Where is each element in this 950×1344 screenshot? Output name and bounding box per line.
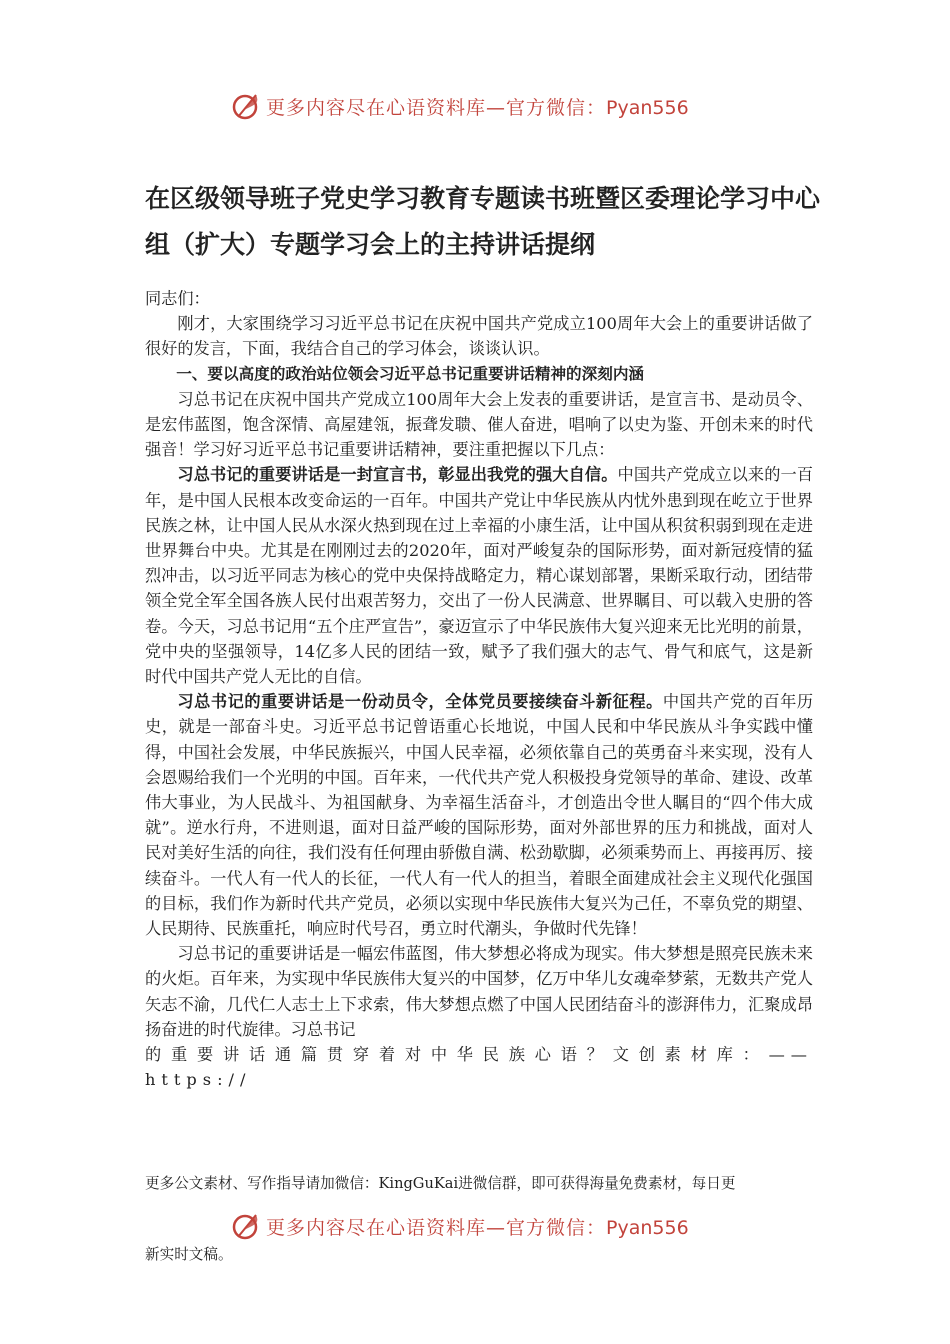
paragraph-4: 习总书记的重要讲话是一幅宏伟蓝图，伟大梦想必将成为现实。伟大梦想是照亮民族未来的火炬。百年来，为实现中华民族伟大复兴的中国梦，亿万中华儿女魂牵梦萦，无数共产党人矢志不渝，几代仁人志士上下求索，伟大梦想点燃了中国人民团结奋斗的澎湃伟力，汇聚成昂扬奋进的时代旋律。习总书记 [145, 944, 813, 1039]
quill-logo-icon [230, 90, 262, 122]
paragraph-3 [145, 689, 813, 941]
paragraph-1: 习总书记在庆祝中国共产党成立100周年大会上发表的重要讲话，是宣言书、是动员令、是宏伟蓝图，饱含深情、高屋建瓴，振聋发聩、催人奋进，唱响了以史为鉴、开创未来的时代强音！学习好习近平总书记重要讲话精神，要注重把握以下几点： [145, 389, 813, 460]
section-heading: 一、要以高度的政治站位领会习近平总书记重要讲话精神的深刻内涵 [176, 364, 645, 383]
footer-note-end: 新实时文稿。 [145, 1246, 233, 1263]
banner-wechat-id: Pyan556 [606, 1216, 689, 1239]
footer-banner [230, 1209, 750, 1243]
banner-wechat-id: Pyan556 [606, 96, 689, 119]
paragraph-2 [145, 462, 813, 689]
banner-text [266, 93, 689, 120]
header-banner [230, 89, 750, 123]
paragraph-2-lead: 习总书记的重要讲话是一封宣言书，彰显出我党的强大自信。 [177, 465, 618, 485]
quill-logo-icon [230, 1210, 262, 1242]
footer-note: 更多公文素材、写作指导请加微信：KingGuKai进微信群，即可获得海量免费素材，每日更 [145, 1175, 736, 1192]
document-body [145, 286, 813, 1093]
greeting: 同志们： [145, 289, 210, 308]
paragraph-4-tail: 的重要讲话通篇贯穿着对中华民族心语？文创素材库：——https:// [145, 1045, 813, 1090]
paragraph-2-text: 中国共产党成立以来的一百年，是中国人民根本改变命运的一百年。中国共产党让中华民族从内忧外患到现在屹立于世界民族之林，让中国人民从水深火热到现在过上幸福的小康生活，让中国从积贫积弱到现在走进世界舞台中央。尤其是在刚刚过去的2020年，面对严峻复杂的国际形势，面对新冠疫情的猛烈冲击，以习近平同志为核心的党中央保持战略定力，精心谋划部署，果断采取行动，团结带领全党全军全国各族人民付出艰苦努力，交出了一份人民满意、世界瞩目、可以载入史册的答卷。今天，习总书记用“五个庄严宣告”，豪迈宣示了中华民族伟大复兴迎来无比光明的前景，党中央的坚强领导，14亿多人民的团结一致，赋予了我们强大的志气、骨气和底气，这是新时代中国共产党人无比的自信。 [145, 465, 814, 687]
banner-slogan: 更多内容尽在心语资料库—官方微信： [266, 96, 607, 119]
document-title: 在区级领导班子党史学习教育专题读书班暨区委理论学习中心组（扩大）专题学习会上的主持讲话提纲 [145, 184, 821, 259]
intro-paragraph: 刚才，大家围绕学习习近平总书记在庆祝中国共产党成立100周年大会上的重要讲话做了很好的发言，下面，我结合自己的学习体会，谈谈认识。 [145, 314, 813, 359]
paragraph-3-text: 中国共产党的百年历史，就是一部奋斗史。习近平总书记曾语重心长地说，中国人民和中华民族从斗争实践中懂得，中国社会发展，中华民族振兴，中国人民幸福，必须依靠自己的英勇奋斗来实现，没有人会恩赐给我们一个光明的中国。百年来，一代代共产党人积极投身党领导的革命、建设、改革伟大事业，为人民战斗、为祖国献身、为幸福生活奋斗，才创造出令世人瞩目的“四个伟大成就”。逆水行舟，不进则退，面对日益严峻的国际形势，面对外部世界的压力和挑战，面对人民对美好生活的向往，我们没有任何理由骄傲自满、松劲歇脚，必须乘势而上、再接再厉、接续奋斗。一代人有一代人的长征，一代人有一代人的担当，着眼全面建成社会主义现代化强国的目标，我们作为新时代共产党员，必须以实现中华民族伟大复兴为己任，不辜负党的期望、人民期待、民族重托，响应时代号召，勇立时代潮头，争做时代先锋！ [145, 692, 814, 939]
paragraph-3-lead: 习总书记的重要讲话是一份动员令，全体党员要接续奋斗新征程。 [177, 692, 663, 712]
banner-text [266, 1213, 689, 1240]
banner-slogan: 更多内容尽在心语资料库—官方微信： [266, 1216, 607, 1239]
